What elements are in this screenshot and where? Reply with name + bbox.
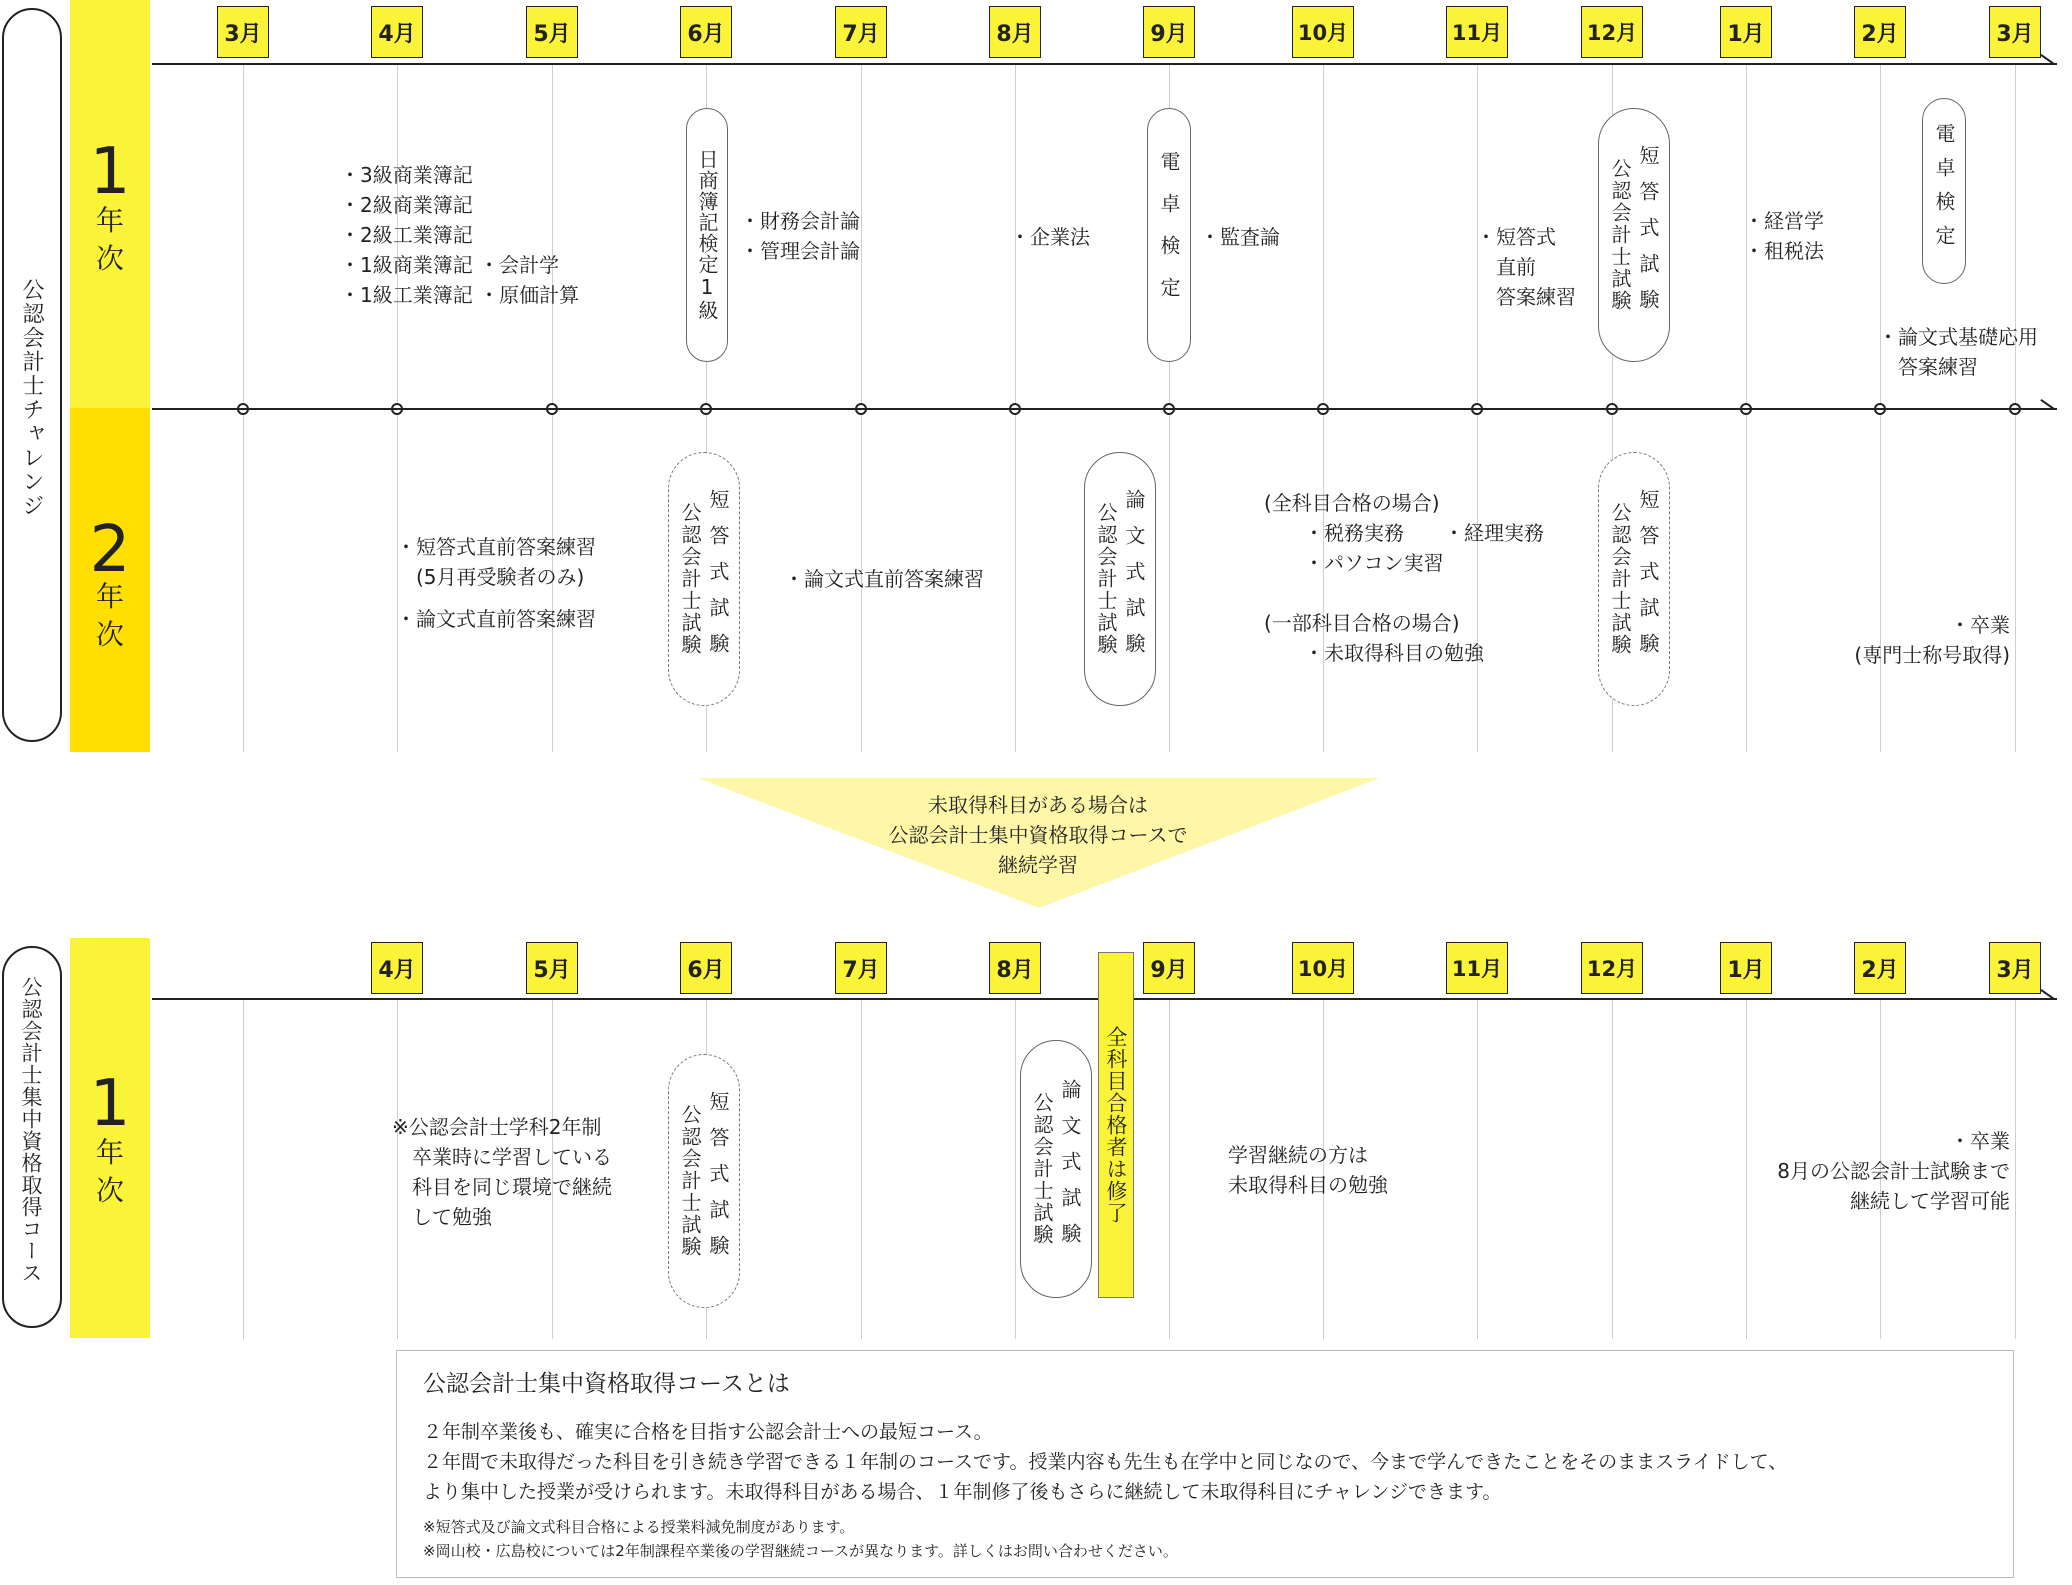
top-month-7: 10月 <box>1292 6 1354 58</box>
course-sotsugyo: ・卒業 8月の公認会計士試験まで 継続して学習可能 <box>1777 1129 2010 1213</box>
year1-bar <box>70 0 150 408</box>
y2-cpa-tanto-col1: 公認会計士試験 <box>678 502 702 656</box>
course-year1-label: 年 次 <box>95 1136 124 1207</box>
y1-kigyouhou: ・企業法 <box>1010 225 1090 249</box>
bottom-month-2: 6月 <box>680 942 732 994</box>
info-title: 公認会計士集中資格取得コースとは <box>423 1371 790 1397</box>
year2-label: 年 次 <box>95 580 124 651</box>
course-info-box <box>396 1350 2014 1578</box>
mid-timeline-axis <box>152 408 2057 410</box>
y1-kansaron: ・監査論 <box>1200 225 1280 249</box>
top-month-9: 12月 <box>1581 6 1643 58</box>
bottom-month-10: 2月 <box>1854 942 1906 994</box>
top-month-8: 11月 <box>1446 6 1508 58</box>
y2-cpa-ronbun-col1: 公認会計士試験 <box>1094 502 1118 656</box>
course-keizoku: 学習継続の方は 未取得科目の勉強 <box>1228 1143 1388 1197</box>
course-cpa-ronbun-pill <box>1020 1040 1092 1298</box>
year1-label: 年 次 <box>95 204 124 275</box>
bottom-gridline <box>1612 999 1613 1339</box>
bottom-gridline <box>1015 999 1016 1339</box>
bottom-month-1: 5月 <box>526 942 578 994</box>
bottom-month-3: 7月 <box>835 942 887 994</box>
year1-number: 1 <box>89 135 131 209</box>
y1-boki-list: ・3級商業簿記 ・2級商業簿記 ・2級工業簿記 ・1級商業簿記 ・会計学 ・1級工業簿記 ・原価計算 <box>340 163 580 307</box>
top-month-1: 4月 <box>371 6 423 58</box>
info-body-1: ２年制卒業後も、確実に合格を目指す公認会計士への最短コース。 <box>423 1421 993 1443</box>
top-month-3: 6月 <box>680 6 732 58</box>
top-month-12: 3月 <box>1989 6 2041 58</box>
y1-nissho-boki-text: 日商簿記検定1級 <box>695 149 719 321</box>
course-cpa-tanto-col2: 短答式試験 <box>706 1091 730 1271</box>
y2-cpa-ronbun-pill <box>1084 452 1156 706</box>
sidebar-challenge <box>2 8 62 742</box>
y2-sotsugyo: ・卒業 (専門士称号取得) <box>1854 613 2010 667</box>
y2-cpa-tanto-pill <box>668 452 740 706</box>
bottom-month-5: 9月 <box>1143 942 1195 994</box>
y1-zaimu-kanri: ・財務会計論 ・管理会計論 <box>740 209 860 263</box>
course-shuryo-tag <box>1098 952 1134 1298</box>
bottom-gridline <box>2015 999 2016 1339</box>
course-year1-bar <box>70 938 150 1338</box>
y2-cpa-tanto2-col2: 短答式試験 <box>1636 489 1660 669</box>
y1-dentaku-text-2: 電卓検定 <box>1932 123 1956 259</box>
bottom-month-9: 1月 <box>1720 942 1772 994</box>
bottom-month-11: 3月 <box>1989 942 2041 994</box>
year2-number: 2 <box>89 513 131 587</box>
y2-cpa-tanto-pill-2 <box>1598 452 1670 706</box>
top-month-2: 5月 <box>526 6 578 58</box>
y1-dentaku-pill-2 <box>1922 98 1966 284</box>
course-year1-number: 1 <box>89 1067 131 1141</box>
top-month-6: 9月 <box>1143 6 1195 58</box>
y2-ronbun-chokuzen: ・論文式直前答案練習 <box>784 567 984 591</box>
info-body-3: より集中した授業が受けられます。未取得科目がある場合、１年制修了後もさらに継続して未取得科目にチャレンジできます。 <box>423 1481 1502 1503</box>
sidebar-challenge-label: 公認会計士チャレンジ <box>19 278 44 518</box>
year2-bar <box>70 408 150 752</box>
info-body-2: ２年間で未取得だった科目を引き続き学習できる１年制のコースです。授業内容も先生も在学中と同じなので、今まで学んできたことをそのままスライドして、 <box>423 1451 1788 1473</box>
y2-ichibu-gokaku: (一部科目合格の場合) ・未取得科目の勉強 <box>1264 611 1484 665</box>
bottom-month-8: 12月 <box>1581 942 1643 994</box>
y1-cpa-tanto-col1: 公認会計士試験 <box>1608 158 1632 312</box>
course-cpa-tanto-pill <box>668 1054 740 1308</box>
bottom-month-6: 10月 <box>1292 942 1354 994</box>
y2-zen-gokaku: (全科目合格の場合) ・税務実務 ・経理実務 ・パソコン実習 <box>1264 491 1544 575</box>
top-month-0: 3月 <box>217 6 269 58</box>
course-cpa-ronbun-col2: 論文式試験 <box>1058 1079 1082 1259</box>
y1-tanto-chokuzen: ・短答式 直前 答案練習 <box>1476 225 1576 309</box>
course-cpa-ronbun-col1: 公認会計士試験 <box>1030 1092 1054 1246</box>
y2-tanto-list: ・短答式直前答案練習 (5月再受験者のみ) <box>396 535 596 589</box>
info-foot-1: ※短答式及び論文式科目合格による授業料減免制度があります。 <box>423 1518 855 1536</box>
y2-cpa-tanto2-col1: 公認会計士試験 <box>1608 502 1632 656</box>
bottom-gridline-first <box>243 999 244 1339</box>
bottom-month-0: 4月 <box>371 942 423 994</box>
y1-nissho-boki-pill <box>686 108 728 362</box>
course-note-left: ※公認会計士学科2年制 卒業時に学習している 科目を同じ環境で継続 して勉強 <box>392 1115 612 1229</box>
top-month-5: 8月 <box>989 6 1041 58</box>
y1-dentaku-pill-1 <box>1147 108 1191 362</box>
y1-cpa-tanto-pill <box>1598 108 1670 362</box>
info-foot-2: ※岡山校・広島校については2年制課程卒業後の学習継続コースが異なります。詳しくはお問い合わせください。 <box>423 1542 1178 1560</box>
course-shuryo-text: 全科目合格者は修了 <box>1104 1026 1128 1224</box>
y2-ronbun-list: ・論文式直前答案練習 <box>396 607 596 631</box>
bottom-gridline <box>1477 999 1478 1339</box>
transition-text: 未取得科目がある場合は 公認会計士集中資格取得コースで 継続学習 <box>888 793 1188 877</box>
y2-cpa-ronbun-col2: 論文式試験 <box>1122 489 1146 669</box>
y1-dentaku-text-1: 電卓検定 <box>1157 151 1181 319</box>
course-cpa-tanto-col1: 公認会計士試験 <box>678 1104 702 1258</box>
bottom-month-7: 11月 <box>1446 942 1508 994</box>
bottom-gridline <box>861 999 862 1339</box>
y1-keiei-sozei: ・経営学 ・租税法 <box>1744 209 1824 263</box>
y2-cpa-tanto-col2: 短答式試験 <box>706 489 730 669</box>
top-timeline-axis <box>152 63 2057 65</box>
y1-cpa-tanto-col2: 短答式試験 <box>1636 145 1660 325</box>
bottom-month-4: 8月 <box>989 942 1041 994</box>
bottom-gridline <box>1169 999 1170 1339</box>
sidebar-intensive-label: 公認会計士集中資格取得コース <box>19 976 43 1284</box>
top-month-4: 7月 <box>835 6 887 58</box>
top-month-11: 2月 <box>1854 6 1906 58</box>
y1-ronbun-kiso: ・論文式基礎応用 答案練習 <box>1878 325 2038 379</box>
sidebar-intensive-course <box>2 946 62 1328</box>
top-month-10: 1月 <box>1720 6 1772 58</box>
